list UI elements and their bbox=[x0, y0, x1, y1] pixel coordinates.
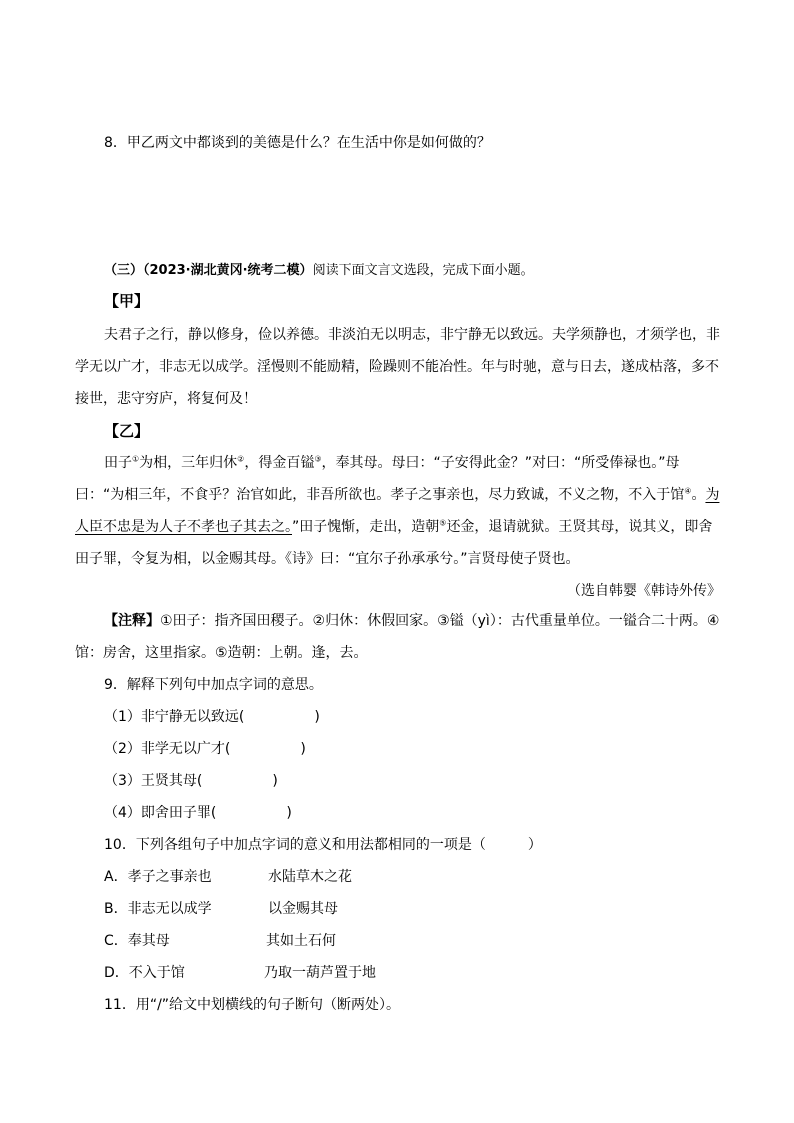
question-11: 11．用“/”给文中划横线的句子断句（断两处）。 bbox=[104, 997, 401, 1013]
notes-line-2: 馆：房舍，这里指家。⑤造朝：上朝。逢，去。 bbox=[75, 645, 368, 661]
question-9-item: （3）王贤其母( ) bbox=[104, 773, 278, 789]
jia-line-1: 夫君子之行，静以修身，俭以养德。非淡泊无以明志，非宁静无以致远。夫学须静也，才须学也，非 bbox=[104, 327, 720, 343]
question-9-item: （4）即舍田子罪( ) bbox=[104, 805, 292, 821]
yi-label: 【乙】 bbox=[104, 422, 150, 440]
yi-text: 田子 bbox=[104, 455, 132, 471]
notes-line-1 bbox=[104, 612, 719, 630]
option-c: C．奉其母 bbox=[104, 933, 170, 949]
option-c-pair: 其如土石何 bbox=[266, 933, 336, 949]
yi-text: 曰：“为相三年，不食乎？治官如此，非吾所欲也。孝子之事亲也，尽力致诚，不义之物，不入于馆 bbox=[75, 487, 685, 503]
section-3-instruction: 阅读下面文言文选段，完成下面小题。 bbox=[312, 263, 534, 278]
yi-line-2 bbox=[75, 486, 719, 504]
option-b: B．非志无以成学 bbox=[104, 901, 212, 917]
jia-line-3: 接世，悲守穷庐，将复何及！ bbox=[75, 391, 257, 407]
question-9-item: （1）非宁静无以致远( ) bbox=[104, 709, 320, 725]
yi-line-4: 田子罪，令复为相，以金赐其母。《诗》曰：“宜尔子孙承承兮。”言贤母使子贤也。 bbox=[75, 551, 580, 567]
section-3-source: （三）（2023·湖北黄冈·统考二模） bbox=[104, 263, 313, 278]
question-9-stem: 9．解释下列句中加点字词的意思。 bbox=[104, 677, 323, 693]
notes-text: ①田子：指齐国田稷子。②归休：休假回家。③镒（yì）：古代重量单位。一镒合二十两。④ bbox=[160, 613, 720, 629]
jia-line-2: 学无以广才，非志无以成学。淫慢则不能励精，险躁则不能冶性。年与时驰，意与日去，遂成枯落，多不 bbox=[75, 359, 719, 375]
notes-label: 【注释】 bbox=[104, 613, 160, 629]
option-a: A．孝子之事亲也 bbox=[104, 869, 212, 885]
yi-text: 。 bbox=[691, 487, 706, 503]
footnote-marker: ③ bbox=[314, 454, 322, 464]
question-9-item: （2）非学无以广才( ) bbox=[104, 741, 306, 757]
yi-text: ”田子愧惭，走出，造朝 bbox=[292, 519, 440, 535]
yi-line-1 bbox=[104, 454, 680, 472]
option-b-pair: 以金赐其母 bbox=[268, 901, 338, 917]
yi-source: （选自韩婴《韩诗外传》 bbox=[567, 583, 721, 599]
question-10-stem: 10．下列各组句子中加点字词的意义和用法都相同的一项是（ ） bbox=[104, 837, 542, 853]
jia-label: 【甲】 bbox=[104, 292, 150, 310]
footnote-marker: ② bbox=[237, 454, 245, 464]
yi-text: ，奉其母。母曰：“子安得此金？”对曰：“所受俸禄也。”母 bbox=[321, 455, 680, 471]
underlined-sentence: 人臣不忠是为人子不孝也子其去之。 bbox=[75, 519, 292, 535]
underlined-sentence: 为 bbox=[705, 487, 720, 503]
question-8: 8．甲乙两文中都谈到的美德是什么？在生活中你是如何做的？ bbox=[104, 135, 491, 151]
footnote-marker: ④ bbox=[684, 486, 692, 496]
option-a-pair: 水陆草木之花 bbox=[268, 869, 352, 885]
footnote-marker: ⑤ bbox=[439, 518, 447, 528]
footnote-marker: ① bbox=[132, 454, 140, 464]
yi-line-3 bbox=[75, 518, 712, 536]
option-d: D．不入于馆 bbox=[104, 965, 185, 981]
section-3-heading bbox=[104, 262, 534, 280]
yi-text: 为相，三年归休 bbox=[139, 455, 238, 471]
option-d-pair: 乃取一葫芦置于地 bbox=[264, 965, 376, 981]
yi-text: 还金，退请就狱。王贤其母，说其义，即舍 bbox=[446, 519, 713, 535]
yi-text: ，得金百镒 bbox=[244, 455, 315, 471]
